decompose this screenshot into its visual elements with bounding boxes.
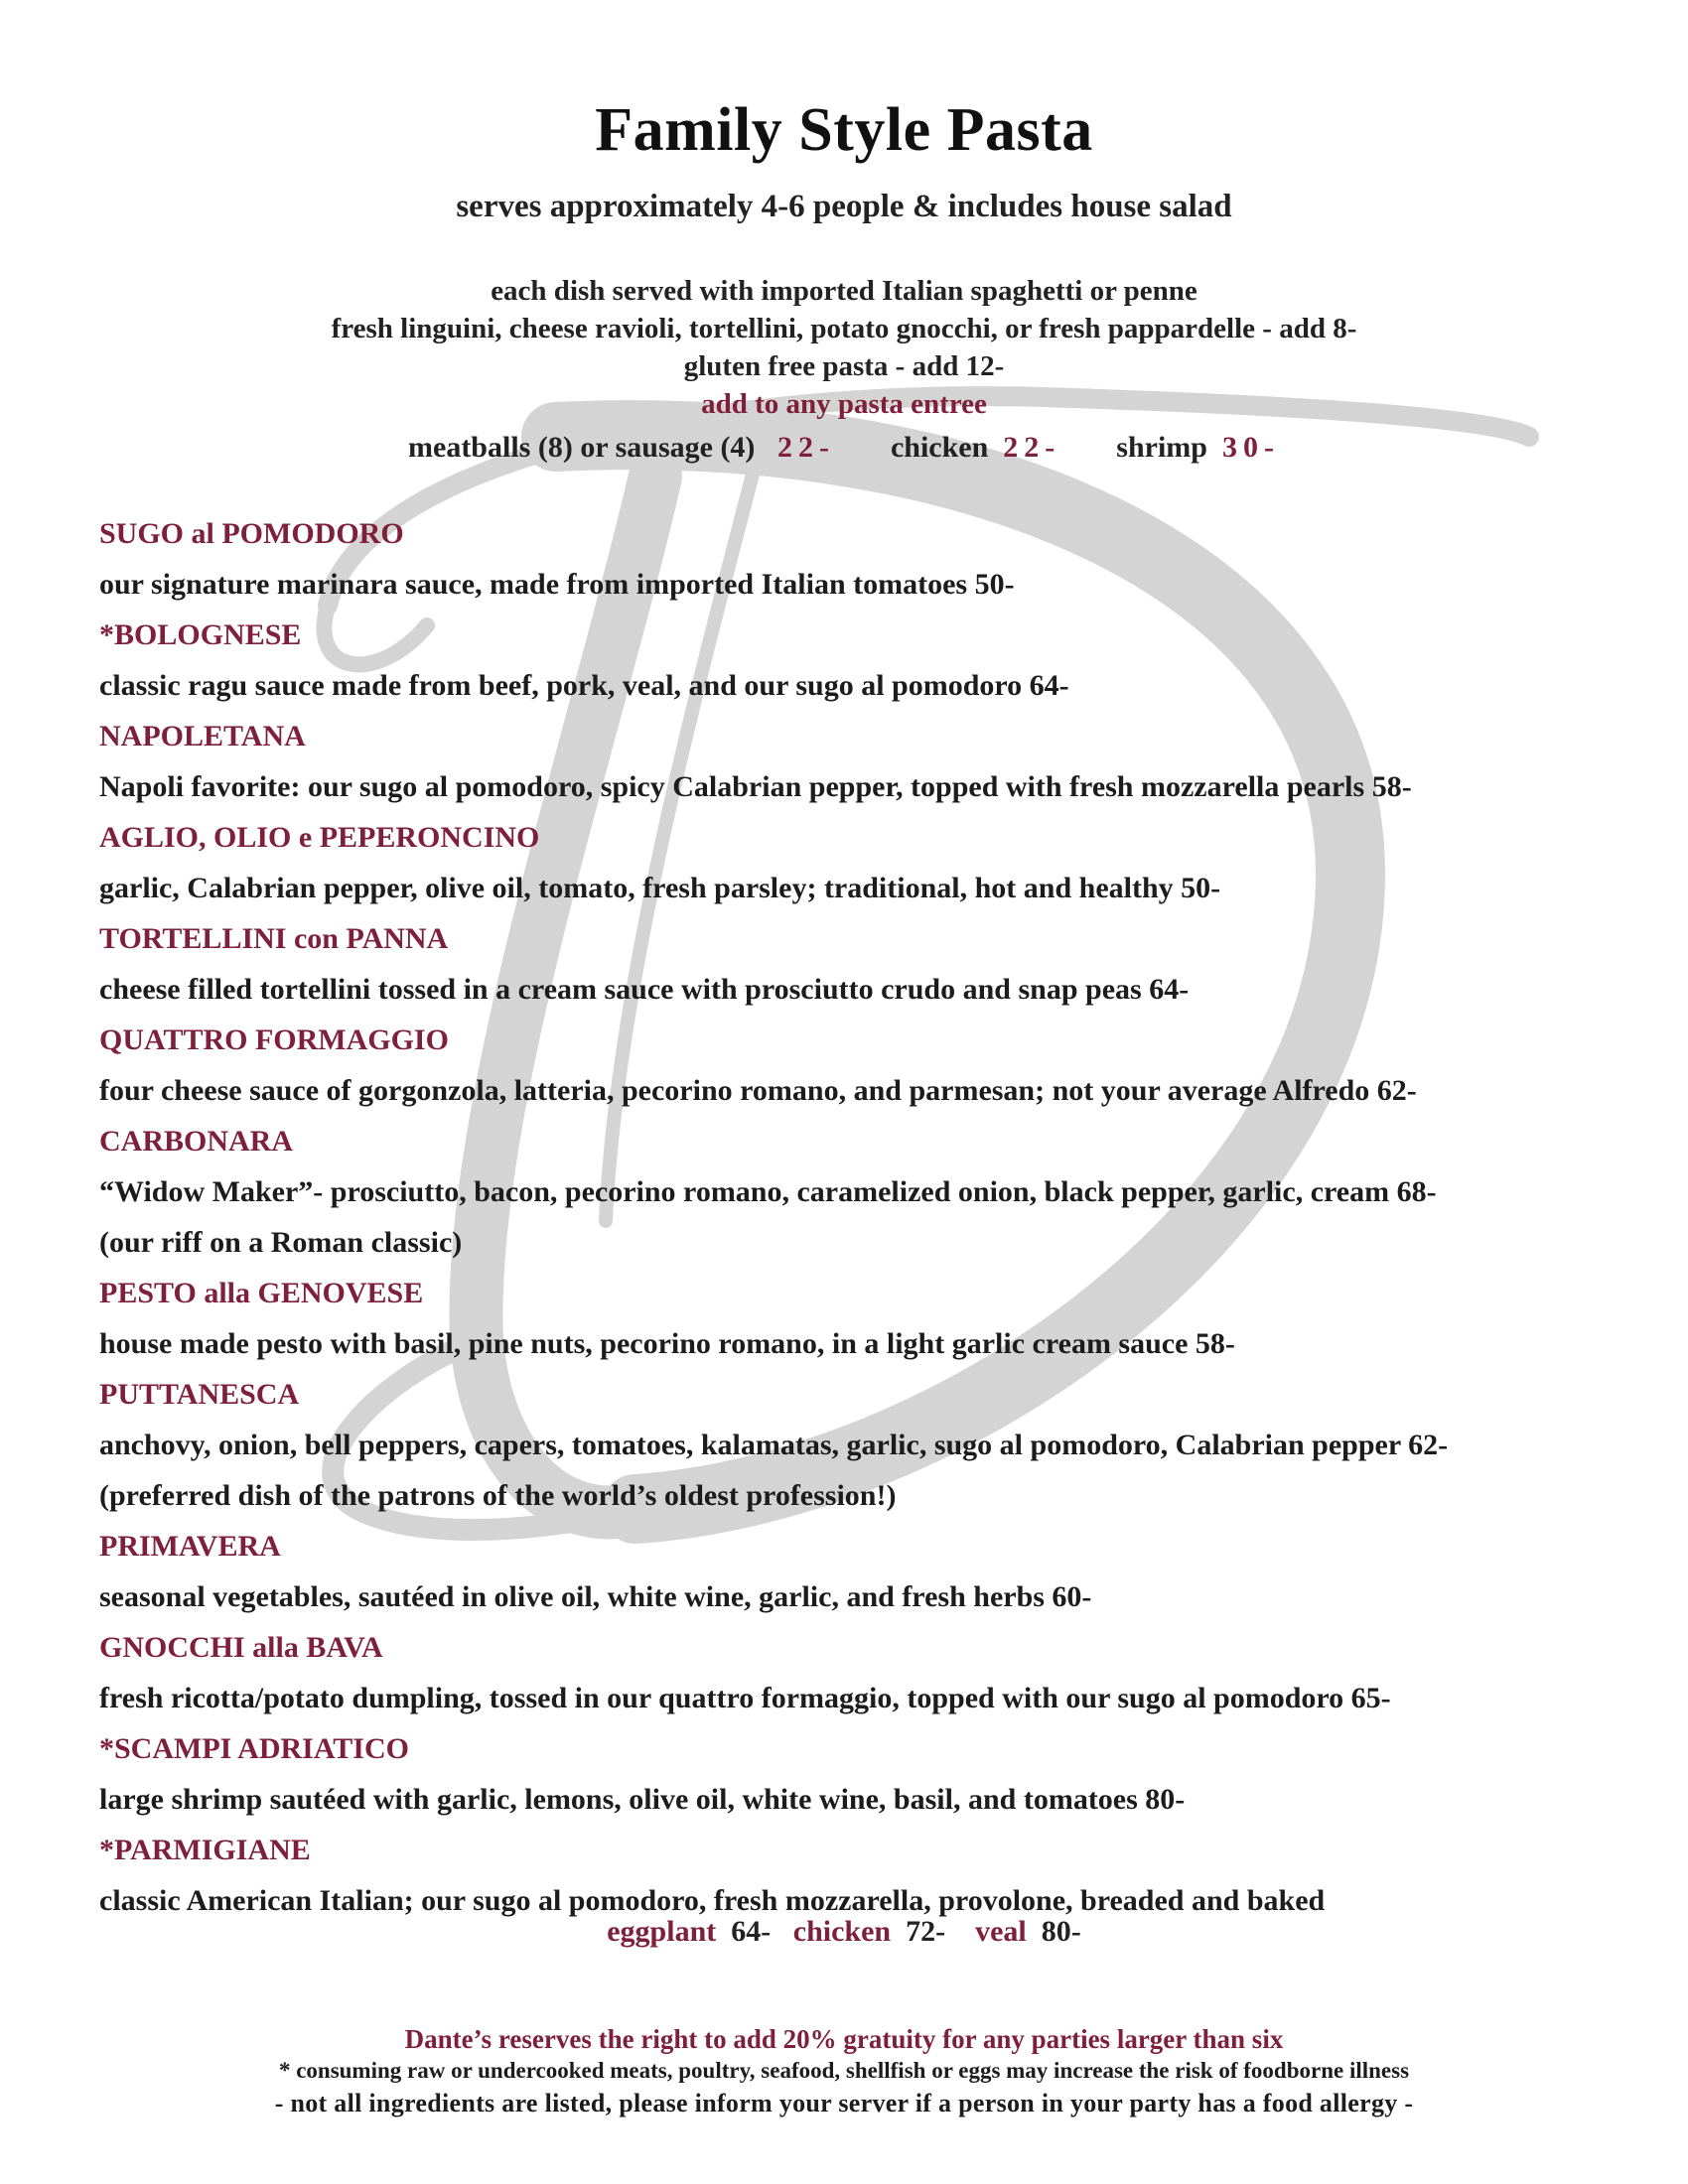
addon-meatballs-price: 22- xyxy=(776,431,835,464)
dish-item xyxy=(99,913,1609,1015)
dish-description: “Widow Maker”- prosciutto, bacon, pecorino romano, caramelized onion, black pepper, garlic, cream 68- xyxy=(99,1175,1437,1208)
variant-name: chicken xyxy=(792,1915,892,1948)
dish-description: fresh ricotta/potato dumpling, tossed in our quattro formaggio, topped with our sugo al pomodoro 65- xyxy=(99,1682,1391,1714)
footer-notes xyxy=(0,2022,1688,2121)
gluten-free-line: gluten free pasta - add 12- xyxy=(683,350,1005,382)
dish-name: PRIMAVERA xyxy=(99,1530,281,1563)
dish-description: garlic, Calabrian pepper, olive oil, tomato, fresh parsley; traditional, hot and healthy 50- xyxy=(99,872,1221,904)
dish-item xyxy=(99,1723,1609,1825)
food-safety-warning: * consuming raw or undercooked meats, poultry, seafood, shellfish or eggs may increase the risk of foodborne illness xyxy=(278,2058,1410,2083)
dish-name: CARBONARA xyxy=(99,1125,293,1158)
addon-chicken-label: chicken xyxy=(890,431,989,464)
addon-meatballs-label: meatballs (8) or sausage (4) xyxy=(408,431,756,464)
pasta-upgrade-line: fresh linguini, cheese ravioli, tortellini, potato gnocchi, or fresh pappardelle - add 8- xyxy=(331,313,1357,344)
variant-name: veal xyxy=(975,1915,1027,1948)
dish-description: large shrimp sautéed with garlic, lemons, olive oil, white wine, basil, and tomatoes 80- xyxy=(99,1783,1186,1816)
dish-description: anchovy, onion, bell peppers, capers, tomatoes, kalamatas, garlic, sugo al pomodoro, Calabrian pepper 62- xyxy=(99,1429,1449,1461)
dish-item xyxy=(99,1268,1609,1369)
dish-name: *BOLOGNESE xyxy=(99,618,302,651)
dish-name: *PARMIGIANE xyxy=(99,1834,311,1866)
dish-name: AGLIO, OLIO e PEPERONCINO xyxy=(99,821,540,854)
dish-item xyxy=(99,1521,1609,1622)
addon-shrimp-label: shrimp xyxy=(1116,431,1207,464)
dish-item xyxy=(99,711,1609,812)
variant-name: eggplant xyxy=(607,1915,717,1948)
dish-item xyxy=(99,1369,1609,1521)
addon-chicken-price: 22- xyxy=(1003,431,1061,464)
pasta-note-line: each dish served with imported Italian spaghetti or penne xyxy=(491,275,1197,307)
dish-description-note: (our riff on a Roman classic) xyxy=(99,1226,463,1259)
allergy-note: - not all ingredients are listed, please inform your server if a person in your party has a food allergy - xyxy=(274,2089,1414,2117)
variant-price: 64- xyxy=(731,1915,772,1948)
dish-description: four cheese sauce of gorgonzola, latteria, pecorino romano, and parmesan; not your average Alfredo 62- xyxy=(99,1074,1417,1107)
addon-options xyxy=(0,431,1688,465)
addon-heading: add to any pasta entree xyxy=(701,388,987,420)
dish-item xyxy=(99,1622,1609,1723)
dish-description: Napoli favorite: our sugo al pomodoro, spicy Calabrian pepper, topped with fresh mozzarella pearls 58- xyxy=(99,770,1412,803)
gratuity-note: Dante’s reserves the right to add 20% gratuity for any parties larger than six xyxy=(404,2024,1284,2054)
dish-list xyxy=(99,508,1609,1926)
pasta-options xyxy=(0,272,1688,423)
dish-name: *SCAMPI ADRIATICO xyxy=(99,1732,409,1765)
dish-description: seasonal vegetables, sautéed in olive oil, white wine, garlic, and fresh herbs 60- xyxy=(99,1580,1092,1613)
dish-description: classic ragu sauce made from beef, pork, veal, and our sugo al pomodoro 64- xyxy=(99,669,1069,702)
dish-name: SUGO al POMODORO xyxy=(99,517,404,550)
dish-item xyxy=(99,1015,1609,1116)
dish-description: classic American Italian; our sugo al pomodoro, fresh mozzarella, provolone, breaded and baked xyxy=(99,1884,1326,1917)
variant-price: 80- xyxy=(1041,1915,1081,1948)
dish-item xyxy=(99,508,1609,610)
addon-shrimp-price: 30- xyxy=(1221,431,1280,464)
dish-item xyxy=(99,812,1609,913)
dish-description: house made pesto with basil, pine nuts, pecorino romano, in a light garlic cream sauce 58- xyxy=(99,1327,1235,1360)
page-subtitle: serves approximately 4-6 people & includes house salad xyxy=(456,189,1232,224)
page-title: Family Style Pasta xyxy=(595,96,1093,164)
dish-item xyxy=(99,1825,1609,1926)
dish-name: TORTELLINI con PANNA xyxy=(99,922,449,955)
dish-name: GNOCCHI alla BAVA xyxy=(99,1631,383,1664)
dish-name: PESTO alla GENOVESE xyxy=(99,1277,424,1309)
parmigiane-variants xyxy=(0,1915,1688,1949)
dish-item xyxy=(99,610,1609,711)
dish-description: our signature marinara sauce, made from imported Italian tomatoes 50- xyxy=(99,568,1015,601)
variant-price: 72- xyxy=(906,1915,946,1948)
dish-description-note: (preferred dish of the patrons of the world’s oldest profession!) xyxy=(99,1479,897,1512)
dish-item xyxy=(99,1116,1609,1268)
dish-description: cheese filled tortellini tossed in a cream sauce with prosciutto crudo and snap peas 64- xyxy=(99,973,1190,1006)
dish-name: PUTTANESCA xyxy=(99,1378,300,1411)
dish-name: QUATTRO FORMAGGIO xyxy=(99,1024,449,1056)
dish-name: NAPOLETANA xyxy=(99,720,306,752)
